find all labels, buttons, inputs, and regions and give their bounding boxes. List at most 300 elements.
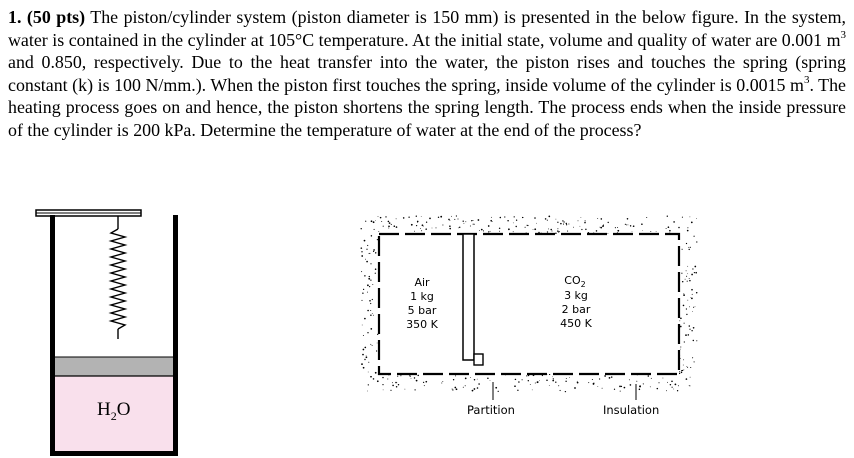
cubic-exponent-1: 3 bbox=[840, 28, 846, 41]
insulation-speck bbox=[373, 221, 375, 223]
insulation-speck bbox=[695, 272, 697, 274]
insulation-speck bbox=[368, 278, 370, 280]
insulation-speck bbox=[687, 227, 688, 228]
insulation-speck bbox=[425, 228, 427, 230]
insulation-speck bbox=[629, 379, 630, 380]
insulation-speck bbox=[377, 380, 379, 382]
insulation-speck bbox=[624, 387, 626, 389]
insulation-speck bbox=[565, 381, 566, 382]
insulation-speck bbox=[696, 241, 697, 242]
insulation-speck bbox=[656, 231, 657, 232]
insulation-speck bbox=[369, 253, 370, 254]
insulation-speck bbox=[387, 379, 388, 380]
insulation-speck bbox=[457, 218, 458, 219]
insulation-speck bbox=[650, 231, 651, 232]
insulation-speck bbox=[371, 220, 373, 222]
insulation-speck bbox=[456, 215, 457, 216]
insulation-speck bbox=[452, 389, 453, 390]
insulation-speck bbox=[687, 300, 688, 301]
insulation-speck bbox=[498, 391, 499, 392]
insulation-speck bbox=[533, 229, 534, 230]
insulation-speck bbox=[617, 227, 618, 228]
insulated-tank-figure bbox=[355, 212, 715, 427]
insulation-speck bbox=[367, 292, 368, 293]
insulation-speck bbox=[414, 389, 415, 390]
cylinder-bottom bbox=[50, 451, 178, 456]
insulation-speck bbox=[516, 220, 517, 221]
insulation-speck bbox=[361, 228, 362, 229]
insulation-speck bbox=[621, 386, 622, 387]
insulation-speck bbox=[694, 266, 696, 268]
insulation-speck bbox=[417, 221, 419, 223]
insulation-speck bbox=[592, 379, 593, 380]
insulation-speck bbox=[365, 221, 366, 222]
insulation-speck bbox=[672, 387, 673, 388]
insulation-caption: Insulation bbox=[603, 403, 660, 417]
insulation-speck bbox=[362, 325, 363, 326]
insulation-speck bbox=[687, 230, 689, 232]
insulation-speck bbox=[490, 231, 491, 232]
insulation-speck bbox=[465, 385, 466, 386]
insulation-speck bbox=[680, 326, 682, 328]
insulation-speck bbox=[370, 314, 371, 315]
insulation-speck bbox=[477, 379, 478, 380]
insulation-speck bbox=[414, 231, 415, 232]
insulation-speck bbox=[581, 229, 582, 230]
insulation-speck bbox=[381, 221, 382, 222]
insulation-speck bbox=[686, 366, 687, 367]
insulation-speck bbox=[363, 289, 364, 290]
insulation-speck bbox=[687, 281, 688, 282]
insulation-speck bbox=[558, 232, 559, 233]
insulation-speck bbox=[689, 278, 690, 279]
insulation-speck bbox=[367, 332, 368, 333]
insulation-speck bbox=[390, 390, 391, 391]
insulation-speck bbox=[690, 297, 691, 298]
insulation-speck bbox=[611, 376, 612, 377]
insulation-speck bbox=[628, 225, 629, 226]
insulation-speck bbox=[397, 376, 398, 377]
insulation-speck bbox=[658, 382, 659, 383]
insulation-speck bbox=[528, 380, 529, 381]
insulation-speck bbox=[690, 217, 691, 218]
insulation-speck bbox=[382, 377, 383, 378]
insulation-speck bbox=[601, 218, 603, 220]
insulation-speck bbox=[526, 375, 527, 376]
insulation-speck bbox=[369, 276, 370, 277]
insulation-speck bbox=[615, 227, 616, 228]
insulation-speck bbox=[684, 323, 685, 324]
insulation-speck bbox=[686, 243, 687, 244]
insulation-speck bbox=[596, 230, 598, 232]
insulation-speck bbox=[370, 376, 372, 378]
insulation-speck bbox=[691, 330, 692, 331]
insulation-speck bbox=[690, 247, 691, 248]
problem-text-part-3: . The heating process goes on and hence, the piston shortens the spring length. The process ends when the inside pressure of the cylinder is 200 kPa. Determine the temperature of water at the end of the process? bbox=[8, 74, 846, 140]
insulation-speck bbox=[627, 218, 629, 220]
insulation-speck bbox=[683, 359, 684, 360]
insulation-speck bbox=[388, 225, 390, 227]
insulation-speck bbox=[683, 293, 684, 294]
insulation-speck bbox=[463, 221, 464, 222]
insulation-speck bbox=[557, 230, 558, 231]
insulation-speck bbox=[636, 381, 637, 382]
insulation-speck bbox=[686, 314, 687, 315]
air-temperature: 350 K bbox=[406, 318, 438, 331]
insulation-speck bbox=[670, 384, 671, 385]
partition-caption: Partition bbox=[467, 403, 515, 417]
insulation-speck bbox=[630, 384, 632, 386]
insulation-speck bbox=[490, 220, 492, 222]
insulation-speck bbox=[365, 259, 366, 260]
insulation-speck bbox=[426, 222, 427, 223]
insulation-speck bbox=[581, 217, 582, 218]
insulation-speck bbox=[694, 361, 695, 362]
insulation-speck bbox=[696, 292, 697, 293]
insulation-speck bbox=[681, 273, 682, 274]
insulation-speck bbox=[566, 224, 567, 225]
insulation-speck bbox=[367, 245, 368, 246]
insulation-speck bbox=[368, 384, 369, 385]
insulation-speck bbox=[693, 340, 694, 341]
insulation-speck bbox=[599, 378, 600, 379]
insulation-speck bbox=[679, 371, 680, 372]
insulation-speck bbox=[547, 220, 548, 221]
insulation-speck bbox=[474, 388, 476, 390]
insulation-speck bbox=[563, 224, 564, 225]
insulation-speck bbox=[488, 225, 490, 227]
insulation-speck bbox=[370, 310, 371, 311]
insulation-speck bbox=[668, 226, 670, 228]
insulation-speck bbox=[373, 249, 375, 251]
insulation-speck bbox=[456, 388, 458, 390]
insulation-speck bbox=[584, 222, 586, 224]
insulation-speck bbox=[483, 230, 484, 231]
insulation-speck bbox=[500, 217, 502, 219]
insulation-speck bbox=[597, 386, 598, 387]
insulation-speck bbox=[692, 294, 693, 295]
insulation-speck bbox=[602, 388, 603, 389]
insulation-speck bbox=[535, 383, 536, 384]
insulation-speck bbox=[669, 230, 671, 232]
insulation-speck bbox=[689, 329, 690, 330]
insulation-speck bbox=[372, 284, 373, 285]
insulation-speck bbox=[361, 363, 363, 365]
insulation-speck bbox=[692, 357, 693, 358]
insulation-speck bbox=[646, 217, 647, 218]
insulation-speck bbox=[383, 226, 384, 227]
insulation-speck bbox=[378, 231, 379, 232]
insulation-speck bbox=[449, 225, 451, 227]
problem-text-part-1: The piston/cylinder system (piston diameter is 150 mm) is presented in the below figure. In the system, water is contained in the cylinder at 105°C temperature. At the initial state, volume and quality of water are 0.001 m bbox=[8, 7, 846, 50]
insulation-speck bbox=[689, 280, 691, 282]
insulation-speck bbox=[678, 227, 680, 229]
insulation-speck bbox=[562, 220, 563, 221]
co2-temperature: 450 K bbox=[560, 317, 592, 330]
insulation-speck bbox=[690, 367, 691, 368]
insulation-speck bbox=[367, 310, 369, 312]
insulation-speck bbox=[693, 307, 694, 308]
insulation-speck bbox=[380, 217, 382, 219]
insulation-speck bbox=[694, 272, 695, 273]
insulation-speck bbox=[688, 247, 689, 248]
insulation-speck bbox=[364, 347, 366, 349]
insulation-speck bbox=[459, 227, 460, 228]
insulation-speck bbox=[681, 372, 683, 374]
insulation-speck bbox=[403, 217, 405, 219]
insulation-speck bbox=[566, 378, 567, 379]
insulation-speck bbox=[619, 386, 621, 388]
insulation-speck bbox=[625, 224, 626, 225]
insulation-speck bbox=[421, 216, 422, 217]
insulation-speck bbox=[455, 375, 456, 376]
insulation-speck bbox=[438, 217, 439, 218]
insulation-speck bbox=[425, 381, 427, 383]
insulation-speck bbox=[558, 231, 559, 232]
insulation-speck bbox=[534, 217, 536, 219]
partition bbox=[463, 234, 474, 360]
insulation-speck bbox=[414, 377, 415, 378]
insulation-speck bbox=[508, 228, 510, 230]
insulation-speck bbox=[479, 230, 480, 231]
insulation-speck bbox=[492, 221, 493, 222]
insulation-speck bbox=[370, 303, 371, 304]
insulation-speck bbox=[585, 229, 586, 230]
insulation-speck bbox=[377, 239, 378, 240]
insulation-speck bbox=[441, 383, 442, 384]
air-label: Air bbox=[414, 276, 430, 289]
insulation-speck bbox=[588, 382, 589, 383]
insulation-speck bbox=[367, 284, 369, 286]
co2-mass: 3 kg bbox=[564, 289, 588, 302]
insulation-speck bbox=[369, 253, 370, 254]
insulation-speck bbox=[686, 308, 687, 309]
insulation-speck bbox=[679, 373, 680, 374]
insulation-speck bbox=[578, 220, 579, 221]
insulation-speck bbox=[560, 390, 561, 391]
insulation-speck bbox=[539, 380, 540, 381]
insulation-speck bbox=[675, 384, 677, 386]
insulation-speck bbox=[688, 249, 689, 250]
insulation-speck bbox=[626, 224, 627, 225]
insulation-speck bbox=[513, 223, 514, 224]
air-mass: 1 kg bbox=[410, 290, 434, 303]
insulation-speck bbox=[515, 226, 516, 227]
insulation-speck bbox=[370, 279, 371, 280]
insulation-speck bbox=[680, 349, 681, 350]
insulation-speck bbox=[662, 378, 663, 379]
insulation-speck bbox=[566, 223, 567, 224]
insulation-speck bbox=[416, 216, 417, 217]
insulation-speck bbox=[396, 226, 398, 228]
insulation-speck bbox=[370, 263, 371, 264]
insulation-speck bbox=[518, 381, 520, 383]
co2-label: $CO_2$ bbox=[564, 274, 586, 289]
insulation-speck bbox=[667, 216, 668, 217]
insulation-speck bbox=[376, 350, 377, 351]
insulation-speck bbox=[372, 345, 373, 346]
insulation-speck bbox=[361, 255, 363, 257]
insulation-speck bbox=[440, 216, 442, 218]
insulation-speck bbox=[639, 386, 641, 388]
insulation-speck bbox=[689, 385, 690, 386]
insulation-speck bbox=[552, 380, 554, 382]
insulation-speck bbox=[463, 387, 464, 388]
insulation-speck bbox=[547, 231, 548, 232]
insulation-speck bbox=[388, 221, 390, 223]
insulation-speck bbox=[630, 225, 631, 226]
insulation-speck bbox=[454, 387, 456, 389]
insulation-speck bbox=[597, 218, 598, 219]
insulation-speck bbox=[392, 382, 393, 383]
problem-statement bbox=[8, 6, 846, 142]
insulation-speck bbox=[465, 221, 466, 222]
insulation-speck bbox=[398, 384, 399, 385]
insulation-speck bbox=[361, 271, 362, 272]
insulation-speck bbox=[549, 385, 550, 386]
insulation-speck bbox=[377, 343, 378, 344]
insulation-speck bbox=[375, 372, 377, 374]
insulation-speck bbox=[648, 375, 650, 377]
insulation-speck bbox=[593, 383, 595, 385]
insulation-speck bbox=[687, 273, 688, 274]
insulation-speck bbox=[643, 383, 644, 384]
problem-number: 1. bbox=[8, 7, 22, 27]
insulation-speck bbox=[690, 377, 691, 378]
insulation-speck bbox=[429, 218, 431, 220]
insulation-speck bbox=[682, 281, 683, 282]
insulation-speck bbox=[666, 228, 667, 229]
insulation-speck bbox=[449, 220, 450, 221]
piston-cylinder-figure bbox=[0, 205, 200, 458]
insulation-speck bbox=[410, 375, 411, 376]
insulation-speck bbox=[507, 220, 508, 221]
insulation-speck bbox=[560, 223, 562, 225]
insulation-speck bbox=[534, 228, 536, 230]
problem-points: (50 pts) bbox=[26, 7, 86, 27]
insulation-speck bbox=[546, 380, 548, 382]
insulation-speck bbox=[692, 311, 693, 312]
insulation-speck bbox=[548, 228, 549, 229]
insulation-speck bbox=[563, 221, 564, 222]
insulation-speck bbox=[679, 320, 680, 321]
insulation-speck bbox=[525, 227, 526, 228]
insulation-speck bbox=[382, 384, 383, 385]
insulation-speck bbox=[391, 224, 392, 225]
insulation-speck bbox=[423, 382, 424, 383]
insulation-speck bbox=[514, 385, 516, 387]
insulation-speck bbox=[499, 231, 500, 232]
insulation-speck bbox=[558, 385, 559, 386]
insulation-speck bbox=[366, 261, 368, 263]
cylinder-right-wall bbox=[173, 215, 178, 455]
insulation-speck bbox=[420, 228, 421, 229]
insulation-speck bbox=[470, 377, 471, 378]
insulation-speck bbox=[686, 270, 687, 271]
insulation-speck bbox=[537, 381, 539, 383]
insulation-speck bbox=[463, 223, 464, 224]
insulation-speck bbox=[366, 356, 368, 358]
insulation-speck bbox=[671, 381, 673, 383]
insulation-speck bbox=[642, 230, 643, 231]
insulation-speck bbox=[683, 294, 685, 296]
insulation-speck bbox=[362, 354, 364, 356]
insulation-speck bbox=[392, 385, 394, 387]
insulation-speck bbox=[396, 386, 398, 388]
insulation-speck bbox=[685, 334, 687, 336]
insulation-speck bbox=[470, 226, 471, 227]
insulation-speck bbox=[378, 216, 379, 217]
insulation-speck bbox=[580, 226, 581, 227]
spring bbox=[111, 229, 125, 329]
insulation-speck bbox=[408, 217, 409, 218]
insulation-speck bbox=[366, 355, 367, 356]
insulation-speck bbox=[373, 315, 374, 316]
insulation-speck bbox=[617, 230, 619, 232]
insulation-speck bbox=[673, 389, 674, 390]
insulation-speck bbox=[585, 220, 586, 221]
insulation-speck bbox=[375, 273, 376, 274]
insulation-speck bbox=[683, 305, 685, 307]
insulation-speck bbox=[487, 378, 489, 380]
insulation-speck bbox=[423, 226, 424, 227]
insulation-speck bbox=[404, 389, 405, 390]
insulation-speck bbox=[687, 367, 688, 368]
insulation-speck bbox=[400, 375, 401, 376]
insulation-speck bbox=[474, 224, 475, 225]
insulation-speck bbox=[478, 383, 480, 385]
insulation-speck bbox=[388, 228, 389, 229]
insulation-speck bbox=[691, 298, 693, 300]
insulation-speck bbox=[620, 391, 621, 392]
insulation-speck bbox=[691, 274, 693, 276]
insulation-speck bbox=[689, 306, 690, 307]
insulation-speck bbox=[632, 231, 633, 232]
insulation-speck bbox=[573, 227, 574, 228]
co2-pressure: 2 bar bbox=[561, 303, 591, 316]
insulation-speck bbox=[513, 231, 514, 232]
insulation-speck bbox=[361, 247, 363, 249]
insulation-speck bbox=[504, 216, 505, 217]
insulation-speck bbox=[602, 225, 604, 227]
insulation-speck bbox=[684, 341, 685, 342]
insulation-speck bbox=[577, 382, 579, 384]
insulation-speck bbox=[495, 387, 497, 389]
insulation-speck bbox=[451, 216, 452, 217]
insulation-speck bbox=[550, 229, 552, 231]
problem-text-part-2: and 0.850, respectively. Due to the heat transfer into the water, the piston rises and touches the spring (spring constant (k) is 100 N/mm.). When the piston first touches the spring, inside volume of the cylinder is 0.0015 m bbox=[8, 52, 846, 95]
insulation-speck bbox=[600, 227, 602, 229]
insulation-speck bbox=[522, 379, 523, 380]
cylinder-left-wall bbox=[50, 215, 55, 455]
insulation-speck bbox=[452, 389, 453, 390]
insulation-speck bbox=[363, 335, 364, 336]
insulation-speck bbox=[389, 222, 391, 224]
insulation-speck bbox=[375, 220, 376, 221]
insulation-speck bbox=[375, 252, 376, 253]
insulation-speck bbox=[557, 222, 558, 223]
insulation-speck bbox=[362, 292, 363, 293]
insulation-speck bbox=[667, 382, 668, 383]
insulation-speck bbox=[693, 327, 695, 329]
insulation-speck bbox=[514, 216, 515, 217]
insulation-speck bbox=[368, 362, 369, 363]
insulation-speck bbox=[517, 390, 518, 391]
insulation-speck bbox=[553, 378, 554, 379]
insulation-speck bbox=[394, 225, 396, 227]
insulation-speck bbox=[569, 377, 570, 378]
insulation-speck bbox=[473, 224, 474, 225]
